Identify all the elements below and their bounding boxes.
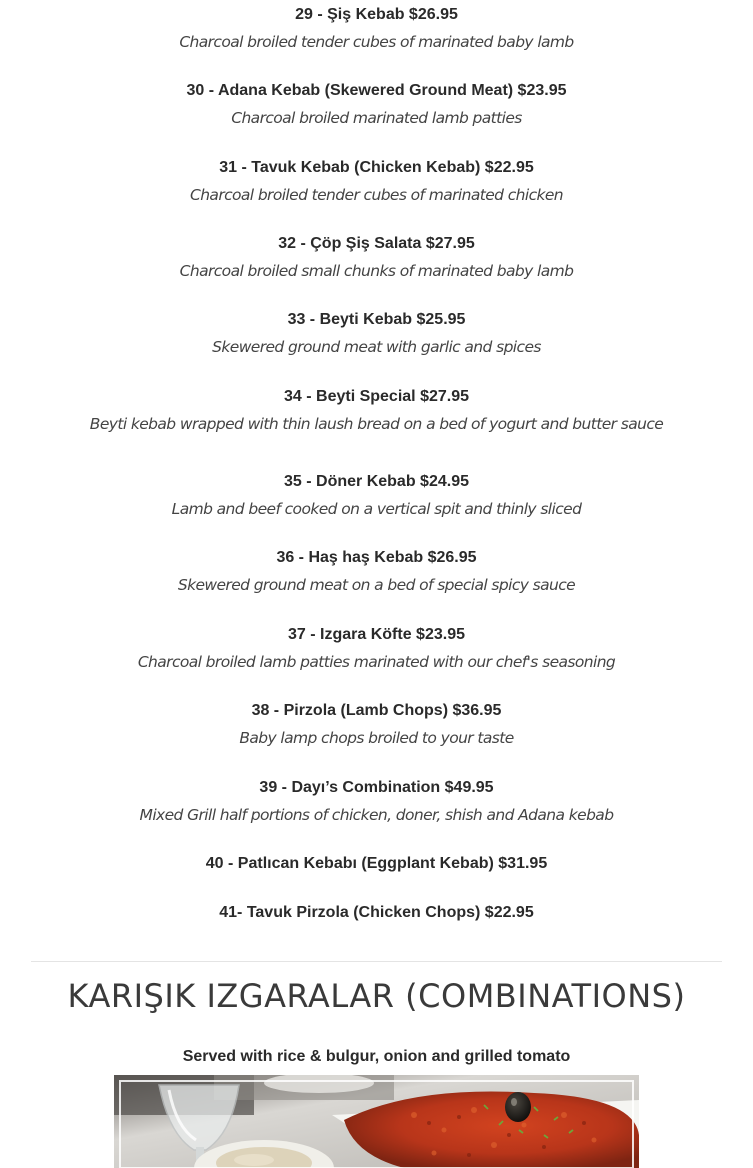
menu-item-29 xyxy=(0,5,753,52)
food-photo xyxy=(114,1075,639,1168)
item-title: 30 - Adana Kebab (Skewered Ground Meat) $23.95 xyxy=(186,82,567,99)
item-description: Mixed Grill half portions of chicken, doner, shish and Adana kebab xyxy=(139,806,614,824)
section-title: KARIŞIK IZGARALAR (COMBINATIONS) xyxy=(67,977,686,1015)
section-divider xyxy=(31,961,722,962)
item-title: 29 - Şiş Kebab $26.95 xyxy=(295,6,458,23)
menu-item-41 xyxy=(0,903,753,923)
section-subtitle: Served with rice & bulgur, onion and grilled tomato xyxy=(182,1048,571,1065)
item-description: Skewered ground meat with garlic and spices xyxy=(212,338,541,356)
menu-item-39 xyxy=(0,778,753,825)
item-description: Charcoal broiled lamb patties marinated with our chef's seasoning xyxy=(137,653,616,671)
menu-item-34 xyxy=(0,387,753,434)
item-title: 35 - Döner Kebab $24.95 xyxy=(284,473,469,490)
menu-item-33 xyxy=(0,310,753,357)
menu-item-32 xyxy=(0,234,753,281)
menu-item-31 xyxy=(0,158,753,205)
item-title: 32 - Çöp Şiş Salata $27.95 xyxy=(278,235,475,252)
menu-item-40 xyxy=(0,854,753,874)
item-description: Skewered ground meat on a bed of special spicy sauce xyxy=(177,576,576,594)
item-title: 40 - Patlıcan Kebabı (Eggplant Kebab) $31.95 xyxy=(205,855,548,872)
item-title: 36 - Haş haş Kebab $26.95 xyxy=(276,549,477,566)
item-title: 31 - Tavuk Kebab (Chicken Kebab) $22.95 xyxy=(219,159,534,176)
food-photo-illustration xyxy=(114,1075,639,1168)
item-title: 38 - Pirzola (Lamb Chops) $36.95 xyxy=(251,702,502,719)
item-title: 41- Tavuk Pirzola (Chicken Chops) $22.95 xyxy=(219,904,534,921)
menu-item-35 xyxy=(0,472,753,519)
item-title: 39 - Dayı’s Combination $49.95 xyxy=(259,779,494,796)
item-description: Charcoal broiled small chunks of marinated baby lamb xyxy=(179,262,574,280)
item-title: 34 - Beyti Special $27.95 xyxy=(284,388,469,405)
item-title: 37 - Izgara Köfte $23.95 xyxy=(288,626,465,643)
menu-item-37 xyxy=(0,625,753,672)
item-description: Lamb and beef cooked on a vertical spit and thinly sliced xyxy=(171,500,582,518)
menu-item-38 xyxy=(0,701,753,748)
item-description: Baby lamp chops broiled to your taste xyxy=(239,729,514,747)
menu-item-30 xyxy=(0,81,753,128)
item-description: Charcoal broiled tender cubes of marinated baby lamb xyxy=(179,33,574,51)
item-description: Charcoal broiled tender cubes of marinated chicken xyxy=(189,186,564,204)
menu-item-36 xyxy=(0,548,753,595)
item-description: Charcoal broiled marinated lamb patties xyxy=(231,109,522,127)
item-description: Beyti kebab wrapped with thin laush bread on a bed of yogurt and butter sauce xyxy=(89,415,664,433)
item-title: 33 - Beyti Kebab $25.95 xyxy=(287,311,466,328)
